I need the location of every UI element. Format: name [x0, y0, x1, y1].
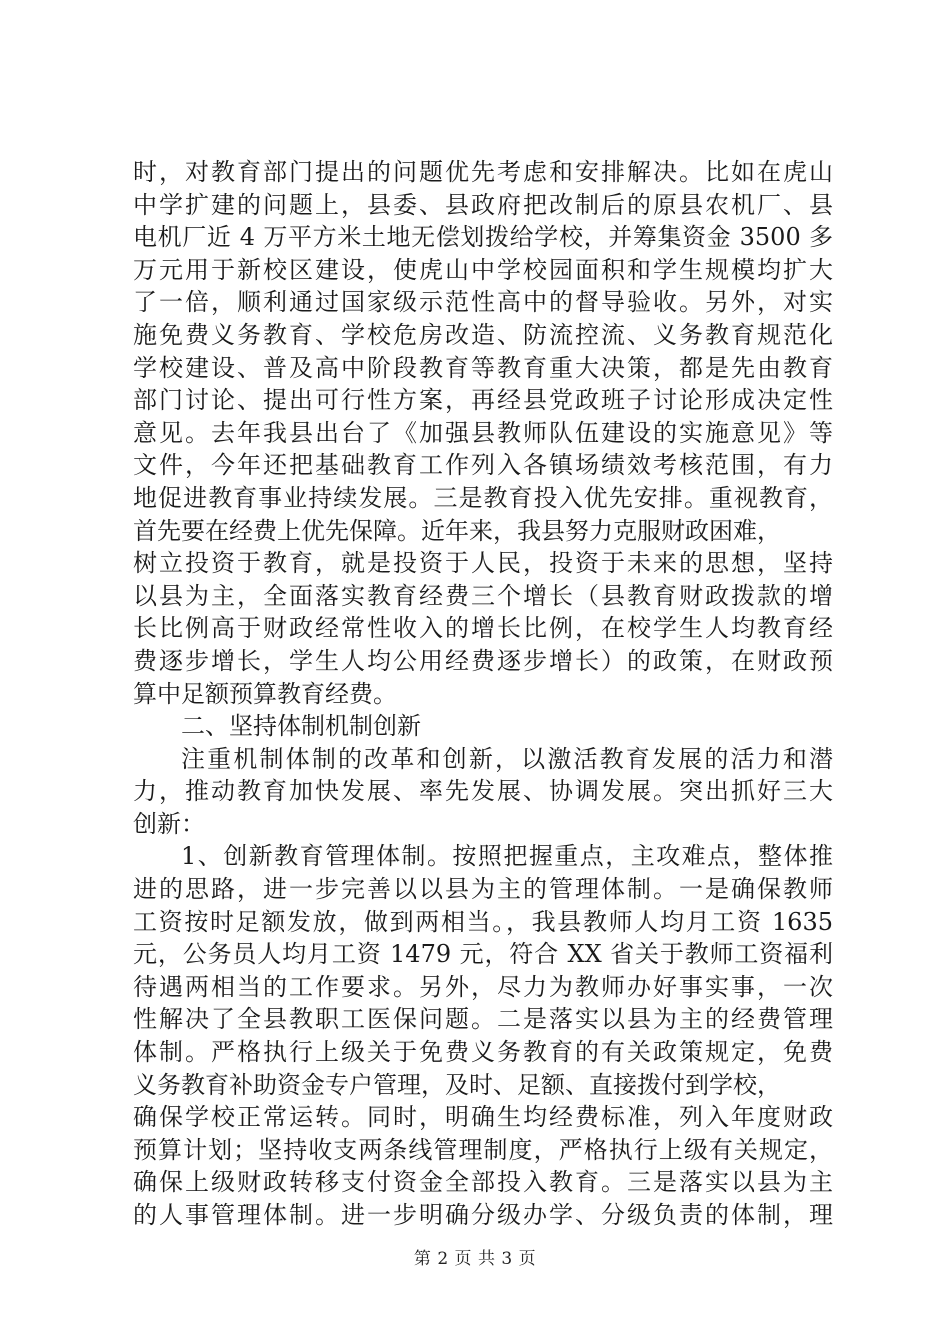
text-line: 算中足额预算教育经费。	[133, 679, 397, 708]
text-line: 部门讨论、提出可行性方案，再经县党政班子讨论形成决定性	[133, 386, 833, 415]
text-line: 树立投资于教育，就是投资于人民，投资于未来的思想，坚持	[133, 549, 833, 578]
text-line: 确保学校正常运转。同时，明确生均经费标准，列入年度财政	[133, 1103, 833, 1132]
text-line: 力，推动教育加快发展、率先发展、协调发展。突出抓好三大	[133, 777, 833, 806]
text-line: 了一倍，顺利通过国家级示范性高中的督导验收。另外，对实	[133, 288, 833, 317]
document-body	[133, 156, 833, 1232]
text-line: 工资按时足额发放，做到两相当。，我县教师人均月工资 1635	[133, 907, 833, 936]
page-number: 第 2 页 共 3 页	[413, 1249, 537, 1269]
text-line: 待遇两相当的工作要求。另外，尽力为教师办好事实事，一次	[133, 972, 833, 1001]
text-line: 以县为主，全面落实教育经费三个增长（县教育财政拨款的增	[133, 581, 833, 610]
text-line: 文件，今年还把基础教育工作列入各镇场绩效考核范围，有力	[133, 451, 833, 480]
text-line: 施免费义务教育、学校危房改造、防流控流、义务教育规范化	[133, 320, 833, 349]
text-line: 万元用于新校区建设，使虎山中学校园面积和学生规模均扩大	[133, 255, 833, 284]
text-line: 的人事管理体制。进一步明确分级办学、分级负责的体制，理	[133, 1201, 833, 1229]
text-line: 元，公务员人均月工资 1479 元，符合 XX 省关于教师工资福利	[133, 940, 833, 969]
text-line: 预算计划；坚持收支两条线管理制度，严格执行上级有关规定，	[133, 1135, 833, 1164]
text-line: 费逐步增长，学生人均公用经费逐步增长）的政策，在财政预	[133, 646, 833, 675]
text-line: 长比例高于财政经常性收入的增长比例，在校学生人均教育经	[133, 614, 833, 643]
text-line: 首先要在经费上优先保障。近年来，我县努力克服财政困难，	[133, 516, 781, 545]
text-line: 学校建设、普及高中阶段教育等教育重大决策，都是先由教育	[133, 353, 833, 382]
text-line: 中学扩建的问题上，县委、县政府把改制后的原县农机厂、县	[133, 190, 833, 219]
text-line: 体制。严格执行上级关于免费义务教育的有关政策规定，免费	[133, 1038, 833, 1067]
text-line: 确保上级财政转移支付资金全部投入教育。三是落实以县为主	[133, 1168, 833, 1197]
text-line: 进的思路，进一步完善以以县为主的管理体制。一是确保教师	[133, 875, 833, 904]
text-line: 意见。去年我县出台了《加强县教师队伍建设的实施意见》等	[133, 418, 833, 447]
text-line: 性解决了全县教职工医保问题。二是落实以县为主的经费管理	[133, 1005, 833, 1034]
text-line: 地促进教育事业持续发展。三是教育投入优先安排。重视教育，	[133, 483, 833, 512]
text-line: 1、创新教育管理体制。按照把握重点，主攻难点，整体推	[181, 842, 833, 871]
section-heading: 二、坚持体制机制创新	[181, 712, 421, 741]
text-line: 电机厂近 4 万平方米土地无偿划拨给学校，并筹集资金 3500 多	[133, 223, 833, 252]
text-line: 时，对教育部门提出的问题优先考虑和安排解决。比如在虎山	[133, 158, 833, 186]
text-line: 义务教育补助资金专户管理，及时、足额、直接拨付到学校，	[133, 1070, 781, 1099]
text-line: 注重机制体制的改革和创新，以激活教育发展的活力和潜	[181, 744, 833, 773]
text-line: 创新：	[133, 809, 205, 838]
